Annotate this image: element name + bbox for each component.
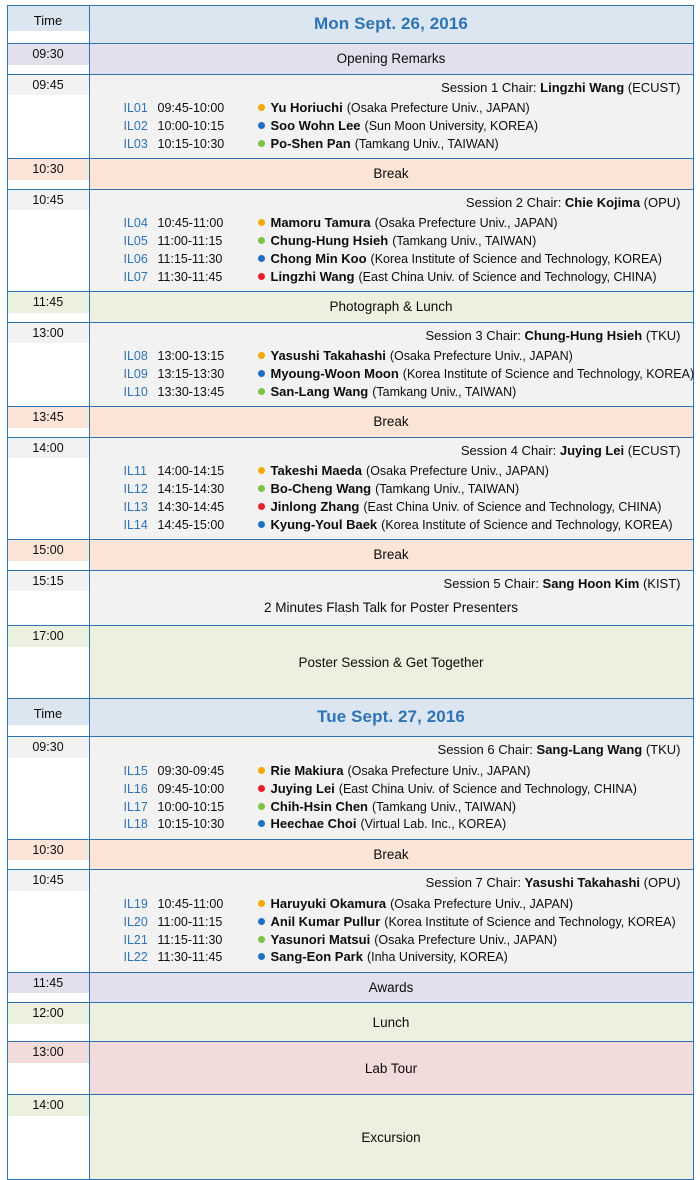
- talk-code: IL16: [123, 781, 148, 796]
- talk-bullet-red-icon: [258, 503, 265, 510]
- talk-speaker-name: Chih-Hsin Chen: [270, 798, 368, 814]
- talk-code: IL08: [123, 349, 148, 364]
- talk-list-item: [98, 816, 685, 834]
- talk-speaker-affiliation: (East China Univ. of Science and Technology, CHINA): [363, 500, 662, 515]
- talk-speaker-name: Kyung-Youl Baek: [270, 516, 378, 532]
- talk-speaker-name: Lingzhi Wang: [270, 268, 355, 284]
- talk-bullet-green-icon: [258, 140, 265, 147]
- talk-code: IL01: [123, 101, 148, 116]
- talk-speaker-name: Anil Kumar Pullur: [270, 913, 381, 929]
- time-cell: [7, 1095, 89, 1180]
- talk-speaker-affiliation: (Korea Institute of Science and Technology, KOREA): [381, 517, 673, 532]
- time-cell: [7, 570, 89, 625]
- talk-list-item: [98, 100, 685, 118]
- talk-speaker-affiliation: (Osaka Prefecture Univ., JAPAN): [374, 932, 558, 947]
- row-label: Awards: [368, 979, 414, 995]
- content-cell: [89, 189, 693, 291]
- talk-code: IL14: [123, 517, 148, 532]
- talk-speaker-name: Yasushi Takahashi: [270, 348, 386, 364]
- content-body: [90, 737, 693, 838]
- time-cell: [7, 972, 89, 1003]
- content-body: [90, 1042, 693, 1094]
- time-cell: [7, 626, 89, 699]
- time-cell: [7, 189, 89, 291]
- talk-bullet-blue-icon: [258, 122, 265, 129]
- schedule-row: [7, 570, 693, 625]
- time-cell: [7, 322, 89, 407]
- talk-time: 09:45-10:00: [157, 781, 225, 796]
- content-body: [90, 190, 693, 291]
- talk-bullet-green-icon: [258, 936, 265, 943]
- talk-list-item: [98, 949, 685, 967]
- content-body: [90, 973, 693, 1003]
- row-label: Lab Tour: [364, 1060, 418, 1076]
- content-cell: [89, 292, 693, 323]
- day-banner-title: Mon Sept. 26, 2016: [314, 14, 468, 33]
- talk-time: 13:15-13:30: [157, 367, 225, 382]
- talk-bullet-amber-icon: [258, 467, 265, 474]
- content-cell: [89, 437, 693, 539]
- talk-speaker-affiliation: (East China Univ. of Science and Technology, CHINA): [338, 781, 637, 796]
- talk-speaker-name: Soo Wohn Lee: [270, 117, 361, 133]
- talk-time: 09:45-10:00: [157, 101, 225, 116]
- talk-code: IL11: [123, 464, 147, 479]
- content-cell: [89, 6, 693, 44]
- talk-list-item: [98, 366, 695, 384]
- talk-list-item: [98, 117, 685, 135]
- talk-speaker-affiliation: (Osaka Prefecture Univ., JAPAN): [389, 349, 573, 364]
- schedule-row: [7, 322, 693, 407]
- content-cell: [89, 972, 693, 1003]
- talk-speaker-name: Haruyuki Okamura: [270, 895, 387, 911]
- talk-code: IL03: [123, 136, 148, 151]
- talk-speaker-name: Chung-Hung Hsieh: [270, 233, 389, 249]
- talk-speaker-affiliation: (Osaka Prefecture Univ., JAPAN): [366, 464, 549, 479]
- schedule-row: [7, 6, 693, 44]
- talk-speaker-affiliation: (Osaka Prefecture Univ., JAPAN): [346, 101, 530, 116]
- row-time-label: 11:45: [8, 973, 89, 994]
- talk-speaker-affiliation: (Tamkang Univ., TAIWAN): [375, 482, 520, 497]
- talk-bullet-green-icon: [258, 485, 265, 492]
- session-chair-name: Chie Kojima: [564, 194, 641, 210]
- talk-speaker-affiliation: (Osaka Prefecture Univ., JAPAN): [390, 896, 574, 911]
- session-chair-line: [98, 873, 685, 895]
- row-label: Poster Session & Get Together: [298, 654, 484, 670]
- row-time-label: 15:00: [8, 540, 89, 561]
- talk-speaker-name: Heechae Choi: [270, 816, 357, 832]
- content-body: [90, 44, 693, 74]
- talk-time: 11:15-11:30: [157, 251, 223, 266]
- session-chair-line: [98, 193, 685, 215]
- row-time-label: 10:30: [8, 840, 89, 861]
- talk-code: IL12: [123, 482, 148, 497]
- talk-speaker-affiliation: (Tamkang Univ., TAIWAN): [372, 799, 517, 814]
- row-time-label: 14:00: [8, 438, 89, 459]
- schedule-row: [7, 292, 693, 323]
- time-column-header: Time: [8, 699, 89, 724]
- talk-bullet-red-icon: [258, 273, 265, 280]
- session-chair-prefix: Session 5 Chair:: [443, 575, 543, 591]
- content-body: [90, 626, 693, 698]
- row-label: Break: [373, 166, 409, 182]
- time-column-header: Time: [8, 6, 89, 31]
- schedule-row: [7, 44, 693, 75]
- session-chair-affiliation: (OPU): [640, 194, 681, 210]
- schedule-body: [7, 6, 693, 1180]
- schedule-row: [7, 407, 693, 438]
- row-time-label: 12:00: [8, 1003, 89, 1024]
- talk-speaker-affiliation: (East China Univ. of Science and Technology, CHINA): [358, 269, 657, 284]
- talk-list-item: [98, 135, 685, 153]
- time-cell: [7, 737, 89, 839]
- talk-code: IL18: [123, 817, 148, 832]
- talk-list: [98, 348, 695, 404]
- talk-time: 13:00-13:15: [157, 349, 225, 364]
- talk-code: IL05: [123, 234, 148, 249]
- session-chair-affiliation: (ECUST): [624, 79, 681, 95]
- session-chair-line: [98, 78, 685, 100]
- talk-speaker-name: Po-Shen Pan: [270, 135, 351, 151]
- row-time-label: 13:00: [8, 323, 89, 344]
- schedule-row: [7, 74, 693, 159]
- talk-speaker-name: Jinlong Zhang: [270, 499, 360, 515]
- talk-speaker-affiliation: (Tamkang Univ., TAIWAN): [354, 136, 499, 151]
- talk-speaker-affiliation: (Korea Institute of Science and Technology, KOREA): [402, 367, 695, 382]
- row-label: Opening Remarks: [336, 51, 446, 67]
- talk-time: 09:30-09:45: [157, 763, 225, 778]
- content-body: [90, 840, 693, 870]
- row-time-label: 10:30: [8, 159, 89, 180]
- talk-speaker-name: San-Lang Wang: [270, 383, 369, 399]
- talk-list-item: [98, 481, 685, 499]
- talk-bullet-green-icon: [258, 803, 265, 810]
- talk-bullet-green-icon: [258, 388, 265, 395]
- talk-time: 13:30-13:45: [157, 384, 225, 399]
- time-cell: [7, 44, 89, 75]
- session-chair-prefix: Session 3 Chair:: [425, 327, 525, 343]
- talk-list-item: [98, 499, 685, 517]
- talk-speaker-affiliation: (Korea Institute of Science and Technology, KOREA): [384, 914, 676, 929]
- talk-time: 11:00-11:15: [157, 234, 223, 249]
- schedule-row: [7, 437, 693, 539]
- row-label-block: [98, 1045, 685, 1091]
- row-time-label: 10:45: [8, 870, 89, 891]
- talk-code: IL15: [123, 763, 148, 778]
- content-body: [90, 699, 693, 736]
- row-time-label: 11:45: [8, 292, 89, 313]
- row-time-label: 09:30: [8, 44, 89, 65]
- time-cell: [7, 292, 89, 323]
- row-label-block: [98, 1006, 685, 1038]
- talk-code: IL21: [123, 932, 148, 947]
- talk-list: [98, 895, 685, 969]
- session-chair-prefix: Session 7 Chair:: [425, 875, 525, 891]
- talk-speaker-name: Yasunori Matsui: [270, 931, 371, 947]
- talk-speaker-name: Rie Makiura: [270, 762, 344, 778]
- time-cell: [7, 1042, 89, 1095]
- time-cell: [7, 74, 89, 159]
- row-label: Lunch: [372, 1014, 410, 1030]
- talk-list: [98, 100, 685, 156]
- schedule-row: [7, 540, 693, 571]
- content-cell: [89, 540, 693, 571]
- talk-list: [98, 762, 685, 836]
- talk-list-item: [98, 348, 685, 366]
- talk-list-item: [98, 931, 685, 949]
- talk-list-item: [98, 383, 685, 401]
- time-cell: [7, 699, 89, 737]
- talk-code: IL20: [123, 914, 148, 929]
- row-time-label: 10:45: [8, 190, 89, 211]
- talk-time: 11:30-11:45: [157, 950, 223, 965]
- talk-bullet-amber-icon: [258, 219, 265, 226]
- talk-time: 10:45-11:00: [157, 896, 224, 911]
- talk-list-item: [98, 215, 685, 233]
- talk-speaker-name: Mamoru Tamura: [270, 215, 371, 231]
- talk-time: 14:30-14:45: [157, 500, 225, 515]
- schedule-row: [7, 1095, 693, 1180]
- schedule-row: [7, 972, 693, 1003]
- time-cell: [7, 540, 89, 571]
- row-label: Photograph & Lunch: [329, 299, 453, 315]
- content-body: [90, 75, 693, 159]
- content-cell: [89, 74, 693, 159]
- session-chair-prefix: Session 4 Chair:: [460, 442, 560, 458]
- talk-speaker-name: Sang-Eon Park: [270, 949, 363, 965]
- row-time-label: 15:15: [8, 571, 89, 592]
- session-chair-line: [98, 574, 685, 596]
- row-time-label: 17:00: [8, 626, 89, 647]
- talk-bullet-amber-icon: [258, 900, 265, 907]
- talk-speaker-affiliation: (Tamkang Univ., TAIWAN): [392, 234, 537, 249]
- time-cell: [7, 159, 89, 190]
- session-chair-prefix: Session 2 Chair:: [465, 194, 565, 210]
- row-label-block: [98, 629, 685, 695]
- talk-time: 10:45-11:00: [157, 216, 224, 231]
- talk-code: IL10: [123, 384, 148, 399]
- talk-list-item: [98, 913, 685, 931]
- schedule-row: [7, 626, 693, 699]
- time-cell: [7, 839, 89, 870]
- talk-bullet-amber-icon: [258, 104, 265, 111]
- flash-talk-label: 2 Minutes Flash Talk for Poster Presenters: [263, 599, 519, 615]
- schedule-row: [7, 189, 693, 291]
- talk-time: 14:45-15:00: [157, 517, 225, 532]
- talk-list-item: [98, 762, 685, 780]
- session-chair-affiliation: (TKU): [642, 327, 681, 343]
- talk-code: IL19: [123, 896, 148, 911]
- talk-time: 11:15-11:30: [157, 932, 223, 947]
- session-chair-line: [98, 326, 685, 348]
- talk-code: IL04: [123, 216, 148, 231]
- conference-schedule-table: [7, 5, 694, 1180]
- session-chair-prefix: Session 6 Chair:: [437, 742, 537, 758]
- talk-time: 10:15-10:30: [157, 817, 225, 832]
- session-chair-affiliation: (OPU): [640, 875, 681, 891]
- row-label-block: [98, 1098, 685, 1176]
- talk-code: IL06: [123, 251, 148, 266]
- day-banner-title: Tue Sept. 27, 2016: [317, 707, 465, 727]
- talk-speaker-name: Juying Lei: [270, 780, 335, 796]
- talk-time: 11:00-11:15: [157, 914, 223, 929]
- session-chair-name: Sang Hoon Kim: [542, 575, 640, 591]
- session-chair-name: Sang-Lang Wang: [536, 742, 643, 758]
- talk-list-item: [98, 250, 685, 268]
- talk-time: 10:00-10:15: [157, 118, 225, 133]
- content-cell: [89, 1003, 693, 1042]
- talk-speaker-name: Yu Horiuchi: [270, 100, 343, 116]
- row-time-label: 14:00: [8, 1095, 89, 1116]
- talk-code: IL07: [123, 269, 148, 284]
- content-body: [90, 571, 693, 625]
- talk-speaker-name: Myoung-Woon Moon: [270, 366, 399, 382]
- session-chair-name: Yasushi Takahashi: [524, 875, 641, 891]
- row-label: Break: [373, 846, 409, 862]
- row-time-label: 09:30: [8, 737, 89, 758]
- talk-list: [98, 463, 685, 537]
- content-cell: [89, 322, 693, 407]
- schedule-row: [7, 1042, 693, 1095]
- time-cell: [7, 1003, 89, 1042]
- row-time-label: 13:00: [8, 1042, 89, 1063]
- content-body: [90, 1003, 693, 1041]
- schedule-row: [7, 737, 693, 839]
- talk-time: 14:00-14:15: [157, 464, 225, 479]
- row-time-label: 09:45: [8, 75, 89, 96]
- talk-bullet-blue-icon: [258, 370, 265, 377]
- time-cell: [7, 407, 89, 438]
- content-body: [90, 292, 693, 322]
- talk-speaker-affiliation: (Sun Moon University, KOREA): [364, 118, 538, 133]
- content-body: [90, 540, 693, 570]
- session-chair-name: Juying Lei: [559, 442, 625, 458]
- talk-list-item: [98, 780, 685, 798]
- talk-bullet-amber-icon: [258, 352, 265, 359]
- talk-speaker-affiliation: (Osaka Prefecture Univ., JAPAN): [374, 216, 558, 231]
- session-chair-affiliation: (ECUST): [624, 442, 681, 458]
- row-label: Break: [373, 414, 409, 430]
- content-cell: [89, 626, 693, 699]
- talk-list-item: [98, 895, 685, 913]
- content-body: [90, 6, 693, 43]
- session-chair-affiliation: (TKU): [642, 742, 681, 758]
- talk-bullet-blue-icon: [258, 918, 265, 925]
- talk-list: [98, 215, 685, 289]
- session-chair-name: Chung-Hung Hsieh: [524, 327, 643, 343]
- content-body: [90, 323, 693, 407]
- talk-list-item: [98, 463, 685, 481]
- talk-time: 11:30-11:45: [157, 269, 223, 284]
- content-cell: [89, 570, 693, 625]
- content-cell: [89, 159, 693, 190]
- session-chair-line: [98, 441, 685, 463]
- talk-list-item: [98, 798, 685, 816]
- talk-bullet-red-icon: [258, 785, 265, 792]
- talk-bullet-amber-icon: [258, 767, 265, 774]
- talk-bullet-blue-icon: [258, 820, 265, 827]
- talk-speaker-name: Chong Min Koo: [270, 250, 367, 266]
- talk-list-item: [98, 268, 685, 286]
- talk-bullet-green-icon: [258, 237, 265, 244]
- session-chair-prefix: Session 1 Chair:: [441, 79, 541, 95]
- schedule-row: [7, 1003, 693, 1042]
- talk-speaker-affiliation: (Korea Institute of Science and Technology, KOREA): [370, 251, 662, 266]
- content-body: [90, 407, 693, 437]
- talk-speaker-name: Bo-Cheng Wang: [270, 481, 372, 497]
- talk-code: IL02: [123, 118, 148, 133]
- content-cell: [89, 1095, 693, 1180]
- content-cell: [89, 699, 693, 737]
- row-label: Break: [373, 547, 409, 563]
- talk-list-item: [98, 516, 685, 534]
- session-chair-affiliation: (KIST): [639, 575, 681, 591]
- talk-code: IL22: [123, 950, 148, 965]
- talk-code: IL09: [123, 367, 148, 382]
- talk-bullet-blue-icon: [258, 255, 265, 262]
- content-cell: [89, 407, 693, 438]
- talk-time: 14:15-14:30: [157, 482, 225, 497]
- session-chair-line: [98, 740, 685, 762]
- schedule-row: [7, 699, 693, 737]
- schedule-row: [7, 159, 693, 190]
- content-cell: [89, 1042, 693, 1095]
- talk-bullet-blue-icon: [258, 521, 265, 528]
- time-cell: [7, 437, 89, 539]
- talk-speaker-affiliation: (Inha University, KOREA): [366, 950, 508, 965]
- talk-time: 10:15-10:30: [157, 136, 225, 151]
- content-body: [90, 1095, 693, 1179]
- talk-code: IL13: [123, 500, 148, 515]
- talk-time: 10:00-10:15: [157, 799, 225, 814]
- talk-speaker-affiliation: (Tamkang Univ., TAIWAN): [372, 384, 517, 399]
- row-time-label: 13:45: [8, 407, 89, 428]
- content-cell: [89, 44, 693, 75]
- time-cell: [7, 6, 89, 44]
- talk-speaker-affiliation: (Osaka Prefecture Univ., JAPAN): [347, 763, 531, 778]
- schedule-row: [7, 839, 693, 870]
- talk-speaker-name: Takeshi Maeda: [270, 463, 363, 479]
- content-cell: [89, 737, 693, 839]
- row-label: Excursion: [361, 1129, 421, 1145]
- content-cell: [89, 839, 693, 870]
- session-chair-name: Lingzhi Wang: [540, 79, 625, 95]
- talk-speaker-affiliation: (Virtual Lab. Inc., KOREA): [360, 817, 507, 832]
- talk-code: IL17: [123, 799, 148, 814]
- talk-list-item: [98, 233, 685, 251]
- content-body: [90, 159, 693, 189]
- content-body: [90, 438, 693, 539]
